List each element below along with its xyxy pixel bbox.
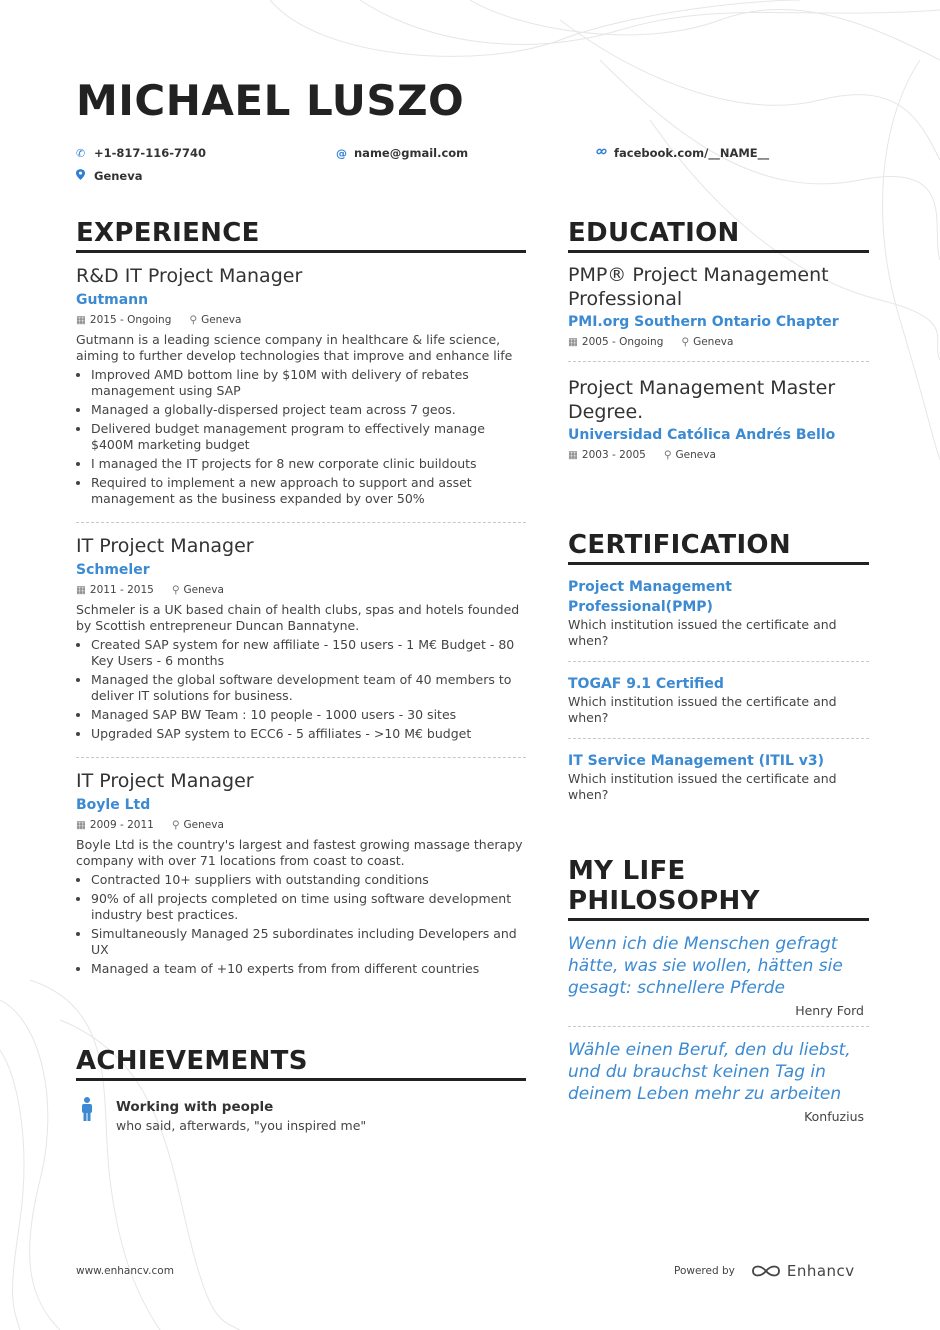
certification-entry <box>568 662 869 739</box>
certification-heading: CERTIFICATION <box>568 530 869 565</box>
job-meta <box>76 311 526 329</box>
calendar-icon: ▦ <box>76 584 86 596</box>
location-pin-icon: ⚲ <box>171 819 180 831</box>
enhancv-logo <box>751 1262 855 1280</box>
education-meta <box>568 446 869 464</box>
certification-title: IT Service Management (ITIL v3) <box>568 753 825 769</box>
job-bullet: • Managed a globally-dispersed project team across 7 geos. <box>91 402 526 418</box>
phone-text: +1-817-116-7740 <box>94 146 206 160</box>
achievements-section <box>76 1046 526 1135</box>
education-degree: Project Management Master Degree. <box>568 377 836 423</box>
job-bullet: • Managed SAP BW Team : 10 people - 1000 users - 30 sites <box>91 707 526 723</box>
job-company: Schmeler <box>76 562 150 578</box>
certification-title: TOGAF 9.1 Certified <box>568 676 724 692</box>
education-location: Geneva <box>693 336 734 348</box>
experience-entry <box>76 253 526 523</box>
job-location: Geneva <box>183 819 224 831</box>
education-location: Geneva <box>675 449 716 461</box>
footer-website[interactable]: www.enhancv.com <box>76 1265 174 1277</box>
job-bullet: • 90% of all projects completed on time using software development industry best practices. <box>91 891 526 923</box>
phone-icon: ✆ <box>76 146 86 160</box>
contact-location <box>76 169 142 183</box>
job-location: Geneva <box>201 314 242 326</box>
job-role: IT Project Manager <box>76 770 254 792</box>
job-bullets <box>76 637 526 742</box>
link-icon <box>596 146 614 160</box>
job-bullets <box>76 872 526 977</box>
job-location: Geneva <box>183 584 224 596</box>
calendar-icon: ▦ <box>568 449 578 461</box>
certification-section <box>568 530 869 815</box>
job-description: Gutmann is a leading science company in healthcare & life science, aiming to further develop technologies that improve and enhance life <box>76 332 513 363</box>
achievements-heading: ACHIEVEMENTS <box>76 1046 526 1081</box>
certification-description: Which institution issued the certificate and when? <box>568 617 837 648</box>
job-bullet: • I managed the IT projects for 8 new corporate clinic buildouts <box>91 456 526 472</box>
powered-by-label: Powered by <box>674 1265 735 1277</box>
philosophy-section <box>568 856 869 1132</box>
job-description: Schmeler is a UK based chain of health clubs, spas and hotels founded by Scottish entrepreneur Duncan Bannatyne. <box>76 602 520 633</box>
education-entry <box>568 253 869 362</box>
education-heading: EDUCATION <box>568 218 869 253</box>
job-role: IT Project Manager <box>76 535 254 557</box>
location-pin-icon: ⚲ <box>681 336 690 348</box>
candidate-name: MICHAEL LUSZO <box>76 76 465 125</box>
calendar-icon: ▦ <box>76 314 86 326</box>
job-bullet: • Upgraded SAP system to ECC6 - 5 affiliates - >10 M€ budget <box>91 726 526 742</box>
job-meta <box>76 816 526 834</box>
education-dates: 2005 - Ongoing <box>581 336 664 348</box>
location-pin-icon: ⚲ <box>663 449 672 461</box>
job-bullet: • Delivered budget management program to effectively manage $400M marketing budget <box>91 421 526 453</box>
brand-name: Enhancv <box>786 1262 855 1280</box>
job-dates: 2015 - Ongoing <box>89 314 172 326</box>
job-bullet: • Managed the global software development team of 40 members to deliver IT solutions for business. <box>91 672 526 704</box>
calendar-icon: ▦ <box>76 819 86 831</box>
certification-entry <box>568 739 869 815</box>
at-icon: @ <box>336 146 347 160</box>
achievement-title: Working with people <box>116 1099 274 1115</box>
quote-author: Henry Ford <box>795 1003 864 1018</box>
education-entry <box>568 362 869 474</box>
education-school: PMI.org Southern Ontario Chapter <box>568 314 839 330</box>
website-text: facebook.com/__NAME__ <box>614 146 770 160</box>
certification-title: Project Management Professional(PMP) <box>568 579 732 615</box>
email-text: name@gmail.com <box>354 146 469 160</box>
experience-entry <box>76 523 526 758</box>
calendar-icon: ▦ <box>568 336 578 348</box>
achievement-description: who said, afterwards, "you inspired me" <box>116 1118 367 1133</box>
job-bullet: • Managed a team of +10 experts from from different countries <box>91 961 526 977</box>
contact-phone[interactable] <box>76 146 206 160</box>
education-degree: PMP® Project Management Professional <box>568 264 829 310</box>
job-bullet: • Created SAP system for new affiliate - 150 users - 1 M€ Budget - 80 Key Users - 6 months <box>91 637 526 669</box>
education-dates: 2003 - 2005 <box>581 449 646 461</box>
person-icon <box>76 1097 98 1135</box>
quote-text: Wenn ich die Menschen gefragt hätte, was sie wollen, hätten sie gesagt: schnellere Pferde <box>568 934 843 998</box>
certification-description: Which institution issued the certificate and when? <box>568 694 837 725</box>
contact-email[interactable] <box>336 146 468 160</box>
philosophy-quote <box>568 1027 869 1132</box>
job-role: R&D IT Project Manager <box>76 265 303 287</box>
philosophy-quote <box>568 921 869 1027</box>
job-meta <box>76 581 526 599</box>
certification-description: Which institution issued the certificate and when? <box>568 771 837 802</box>
job-dates: 2009 - 2011 <box>89 819 154 831</box>
contact-website[interactable] <box>596 146 769 160</box>
job-bullet: • Simultaneously Managed 25 subordinates including Developers and UX <box>91 926 526 958</box>
job-bullet: • Improved AMD bottom line by $10M with delivery of rebates management using SAP <box>91 367 526 399</box>
left-column <box>76 218 526 992</box>
job-description: Boyle Ltd is the country's largest and fastest growing massage therapy company with over 71 locations from coast to coast. <box>76 837 523 868</box>
job-bullets <box>76 367 526 507</box>
location-text: Geneva <box>94 169 143 183</box>
quote-author: Konfuzius <box>804 1109 864 1124</box>
enhancv-logo-icon <box>751 1263 781 1279</box>
education-meta <box>568 333 869 351</box>
job-bullet: • Required to implement a new approach to support and asset management as the business expanded by over 50% <box>91 475 526 507</box>
quote-text: Wähle einen Beruf, den du liebst, und du brauchst keinen Tag in deinem Leben mehr zu arbeiten <box>568 1040 851 1104</box>
education-school: Universidad Católica Andrés Bello <box>568 427 836 443</box>
job-bullet: • Contracted 10+ suppliers with outstanding conditions <box>91 872 526 888</box>
job-company: Gutmann <box>76 292 149 308</box>
location-pin-icon: ⚲ <box>189 314 198 326</box>
philosophy-heading: MY LIFE PHILOSOPHY <box>568 856 869 921</box>
certification-entry <box>568 565 869 662</box>
footer-branding[interactable] <box>674 1262 855 1280</box>
job-company: Boyle Ltd <box>76 797 151 813</box>
location-pin-icon: ⚲ <box>171 584 180 596</box>
experience-heading: EXPERIENCE <box>76 218 526 253</box>
right-column <box>568 218 869 474</box>
experience-entry <box>76 758 526 992</box>
job-dates: 2011 - 2015 <box>89 584 154 596</box>
location-pin-icon <box>76 169 94 183</box>
achievement-item <box>76 1097 526 1135</box>
